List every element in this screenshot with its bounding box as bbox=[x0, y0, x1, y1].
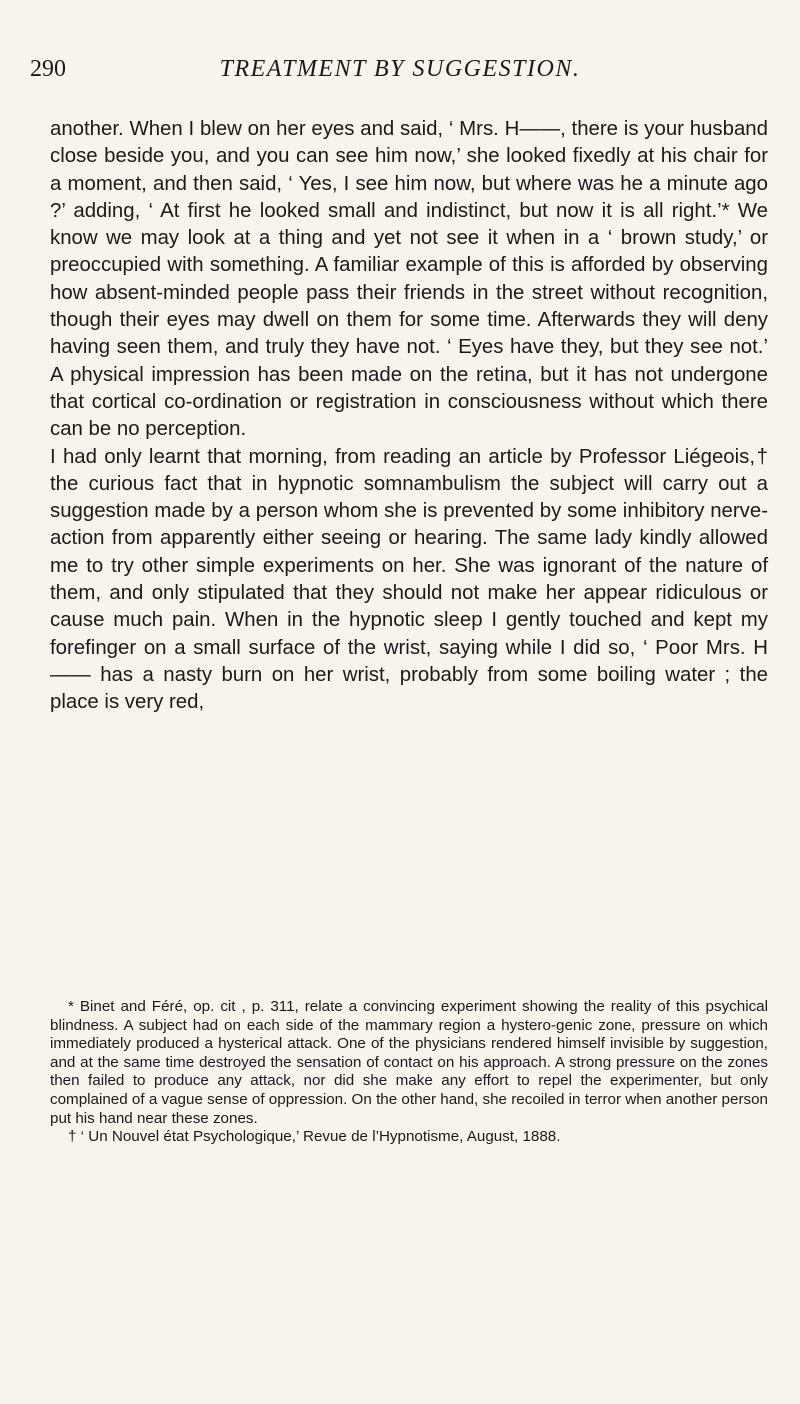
paragraph-2: I had only learnt that morning, from reading an article by Professor Liégeois,† the curious fact that in hypnotic somnambulism the subject will carry out a suggestion made by a person whom she is prevented by some inhibitory nerve-action from apparently either seeing or hearing. The same lady kindly allowed me to try other simple experiments on her. She was ignorant of the nature of them, and only stipulated that they should not make her appear ridiculous or cause much pain. When in the hypnotic sleep I gently touched and kept my forefinger on a small surface of the wrist, saying while I did so, ‘ Poor Mrs. H—— has a nasty burn on her wrist, probably from some boiling water ; the place is very red, bbox=[50, 445, 768, 714]
running-title: TREATMENT BY SUGGESTION. bbox=[219, 56, 581, 82]
body-text bbox=[50, 116, 768, 717]
page-header bbox=[30, 56, 770, 96]
footnotes bbox=[50, 998, 768, 1147]
paragraph-1: another. When I blew on her eyes and said, ‘ Mrs. H——, there is your husband close beside you, and you can see him now,’ she looked fixedly at his chair for a moment, and then said, ‘ Yes, I see him now, but where was he a minute ago ?’ adding, ‘ At first he looked small and indistinct, but now it is all right.’* We know we may look at a thing and yet not see it when in a ‘ brown study,’ or preoccupied with something. A familiar example of this is afforded by observing how absent-minded people pass their friends in the street without recognition, though their eyes may dwell on them for some time. Afterwards they will deny having seen them, and truly they have not. ‘ Eyes have they, but they see not.’ A physical impression has been made on the retina, but it has not undergone that cortical co-ordination or registration in consciousness without which there can be no perception. bbox=[50, 118, 768, 441]
footnote-1: * Binet and Féré, op. cit , p. 311, relate a convincing experiment showing the reality of this psychical blindness. A subject had on each side of the mammary region a hystero-genic zone, pressure on which immediately produced a hysterical attack. One of the physicians rendered himself invisible by suggestion, and at the same time destroyed the sensation of contact on his approach. A strong pressure on the zones then failed to produce any attack, nor did she make any effort to repel the experimenter, but only complained of a vague sense of oppression. On the other hand, she recoiled in terror when another person put his hand near these zones. bbox=[50, 998, 768, 1127]
page-number: 290 bbox=[30, 56, 66, 82]
footnote-2: † ‘ Un Nouvel état Psychologique,’ Revue de l’Hypnotisme, August, 1888. bbox=[68, 1128, 561, 1146]
